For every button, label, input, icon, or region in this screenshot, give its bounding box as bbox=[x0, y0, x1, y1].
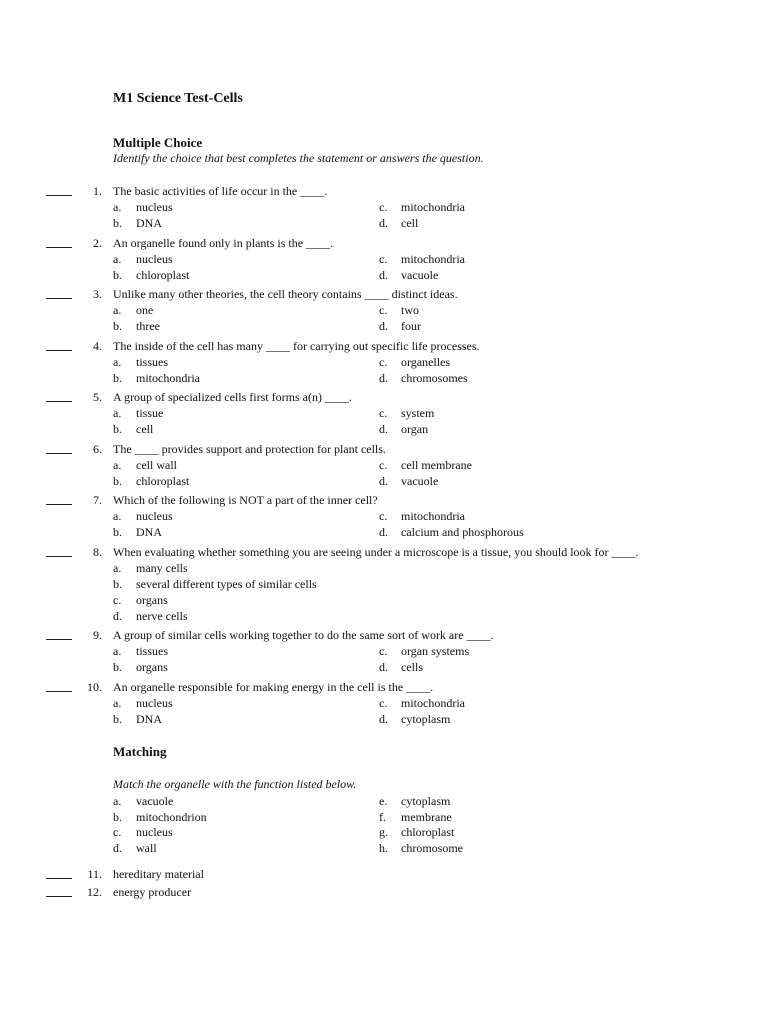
mc-instructions: Identify the choice that best completes the statement or answers the question. bbox=[113, 151, 484, 165]
option-letter: d. bbox=[379, 267, 388, 282]
option-letter: a. bbox=[113, 695, 122, 710]
option-text[interactable]: tissues bbox=[136, 354, 169, 369]
question-text: An organelle found only in plants is the ____. bbox=[113, 235, 334, 250]
option-letter: h. bbox=[379, 841, 388, 856]
option-text[interactable]: chromosomes bbox=[401, 370, 468, 385]
question-row bbox=[0, 183, 768, 199]
option-letter: b. bbox=[113, 809, 122, 824]
question-row bbox=[0, 492, 768, 508]
option-text[interactable]: DNA bbox=[136, 711, 162, 726]
question-row bbox=[0, 441, 768, 457]
option-letter: a. bbox=[113, 457, 122, 472]
option-row bbox=[0, 318, 768, 334]
option-text: nucleus bbox=[136, 825, 173, 840]
question-number: 6. bbox=[93, 441, 102, 456]
option-letter: b. bbox=[113, 422, 122, 436]
question-text: Which of the following is NOT a part of the inner cell? bbox=[113, 493, 378, 507]
mc-heading: Multiple Choice bbox=[113, 135, 203, 150]
item-text: hereditary material bbox=[113, 867, 204, 881]
option-letter: c. bbox=[113, 592, 122, 607]
matching-option-row bbox=[0, 840, 768, 856]
option-text: membrane bbox=[401, 809, 452, 824]
option-text: wall bbox=[136, 841, 157, 856]
answer-blank[interactable] bbox=[46, 544, 72, 557]
question-text: The inside of the cell has many ____ for carrying out specific life processes. bbox=[113, 338, 480, 353]
option-text[interactable]: three bbox=[136, 319, 160, 333]
answer-blank[interactable] bbox=[46, 679, 72, 692]
option-text[interactable]: nucleus bbox=[136, 509, 173, 523]
question-number: 7. bbox=[93, 493, 102, 507]
option-letter: b. bbox=[113, 216, 122, 230]
option-letter: c. bbox=[379, 457, 388, 472]
option-letter: c. bbox=[113, 825, 122, 840]
option-letter: a. bbox=[113, 354, 122, 369]
option-row bbox=[0, 421, 768, 437]
question-number: 9. bbox=[93, 628, 102, 642]
option-row bbox=[0, 267, 768, 283]
option-letter: a. bbox=[113, 303, 122, 317]
option-letter: g. bbox=[379, 825, 388, 840]
option-row bbox=[0, 473, 768, 489]
option-letter: d. bbox=[379, 525, 388, 539]
option-text[interactable]: one bbox=[136, 303, 154, 317]
question-row bbox=[0, 679, 768, 695]
question-row bbox=[0, 338, 768, 354]
option-row bbox=[0, 354, 768, 370]
question-row bbox=[0, 389, 768, 405]
option-letter: c. bbox=[379, 695, 388, 710]
option-text[interactable]: nucleus bbox=[136, 200, 173, 214]
option-text[interactable]: cell wall bbox=[136, 457, 177, 472]
option-text[interactable]: chloroplast bbox=[136, 473, 190, 488]
option-text: mitochondrion bbox=[136, 809, 207, 824]
option-text[interactable]: nucleus bbox=[136, 251, 173, 266]
matching-item-row bbox=[0, 866, 768, 882]
option-text[interactable]: several different types of similar cells bbox=[136, 576, 317, 591]
option-text[interactable]: many cells bbox=[136, 560, 188, 575]
option-text[interactable]: mitochondria bbox=[136, 370, 200, 385]
answer-blank[interactable] bbox=[46, 866, 72, 879]
answer-blank[interactable] bbox=[46, 235, 72, 248]
question-number: 10. bbox=[87, 679, 102, 694]
option-letter: d. bbox=[379, 319, 388, 333]
option-letter: c. bbox=[379, 509, 388, 523]
option-letter: d. bbox=[379, 370, 388, 385]
option-letter: a. bbox=[113, 509, 122, 523]
option-letter: a. bbox=[113, 794, 122, 808]
answer-blank[interactable] bbox=[46, 389, 72, 402]
matching-item-row bbox=[0, 884, 768, 900]
answer-blank[interactable] bbox=[46, 441, 72, 454]
option-row bbox=[0, 251, 768, 267]
option-letter: b. bbox=[113, 576, 122, 591]
option-row bbox=[0, 199, 768, 215]
option-text[interactable]: DNA bbox=[136, 525, 162, 539]
option-text[interactable]: nerve cells bbox=[136, 608, 188, 623]
matching-option-row bbox=[0, 824, 768, 840]
option-letter: b. bbox=[113, 525, 122, 539]
question-row bbox=[0, 627, 768, 643]
question-row bbox=[0, 544, 768, 560]
page-title: M1 Science Test-Cells bbox=[113, 91, 243, 106]
item-number: 12. bbox=[87, 885, 102, 899]
question-text: A group of similar cells working together to do the same sort of work are ____. bbox=[113, 628, 494, 642]
answer-blank[interactable] bbox=[46, 183, 72, 196]
option-letter: b. bbox=[113, 473, 122, 488]
option-letter: a. bbox=[113, 406, 122, 420]
question-text: Unlike many other theories, the cell theory contains ____ distinct ideas. bbox=[113, 287, 458, 301]
matching-option-row bbox=[0, 809, 768, 825]
question-text: An organelle responsible for making energy in the cell is the ____. bbox=[113, 679, 434, 694]
answer-blank[interactable] bbox=[46, 627, 72, 640]
option-text[interactable]: vacuole bbox=[401, 267, 439, 282]
option-text: vacuole bbox=[136, 794, 174, 808]
question-number: 3. bbox=[93, 287, 102, 301]
item-number: 11. bbox=[87, 867, 102, 881]
option-text[interactable]: organ systems bbox=[401, 644, 470, 658]
question-number: 2. bbox=[93, 235, 102, 250]
option-letter: c. bbox=[379, 644, 388, 658]
answer-blank[interactable] bbox=[46, 338, 72, 351]
option-letter: b. bbox=[113, 319, 122, 333]
option-row bbox=[0, 302, 768, 318]
option-letter: a. bbox=[113, 251, 122, 266]
option-letter: c. bbox=[379, 251, 388, 266]
question-number: 5. bbox=[93, 390, 102, 404]
question-text: A group of specialized cells first forms a(n) ____. bbox=[113, 390, 352, 404]
option-letter: d. bbox=[113, 841, 122, 856]
option-row bbox=[0, 711, 768, 727]
option-text[interactable]: organ bbox=[401, 422, 429, 436]
option-text[interactable]: cytoplasm bbox=[401, 711, 451, 726]
question-text: When evaluating whether something you are seeing under a microscope is a tissue, you should look for ____. bbox=[113, 544, 639, 559]
option-letter: b. bbox=[113, 660, 122, 674]
option-row bbox=[0, 608, 768, 624]
question-row bbox=[0, 286, 768, 302]
option-text[interactable]: chloroplast bbox=[136, 267, 190, 282]
option-letter: d. bbox=[379, 422, 388, 436]
option-row bbox=[0, 215, 768, 231]
question-number: 4. bbox=[93, 338, 102, 353]
option-letter: a. bbox=[113, 200, 122, 214]
option-text: cytoplasm bbox=[401, 794, 451, 808]
option-letter: f. bbox=[379, 809, 386, 824]
answer-blank[interactable] bbox=[46, 492, 72, 505]
question-row bbox=[0, 235, 768, 251]
option-letter: c. bbox=[379, 200, 388, 214]
option-row bbox=[0, 659, 768, 675]
option-letter: c. bbox=[379, 354, 388, 369]
option-text[interactable]: mitochondria bbox=[401, 200, 465, 214]
option-row bbox=[0, 405, 768, 421]
option-text[interactable]: cell membrane bbox=[401, 457, 472, 472]
option-text[interactable]: nucleus bbox=[136, 695, 173, 710]
option-letter: b. bbox=[113, 711, 122, 726]
option-row bbox=[0, 508, 768, 524]
matching-heading: Matching bbox=[113, 744, 167, 759]
option-text[interactable]: organs bbox=[136, 592, 168, 607]
option-text[interactable]: organs bbox=[136, 660, 168, 674]
option-text[interactable]: calcium and phosphorous bbox=[401, 525, 524, 539]
option-letter: a. bbox=[113, 560, 122, 575]
item-text: energy producer bbox=[113, 885, 192, 899]
option-letter: d. bbox=[379, 660, 388, 674]
option-letter: b. bbox=[113, 370, 122, 385]
option-text[interactable]: mitochondria bbox=[401, 509, 465, 523]
option-letter: d. bbox=[379, 473, 388, 488]
option-text[interactable]: cell bbox=[401, 216, 419, 230]
option-text[interactable]: system bbox=[401, 406, 435, 420]
option-letter: d. bbox=[379, 711, 388, 726]
option-row bbox=[0, 560, 768, 576]
question-number: 1. bbox=[93, 184, 102, 198]
option-letter: c. bbox=[379, 406, 388, 420]
option-row bbox=[0, 576, 768, 592]
question-number: 8. bbox=[93, 544, 102, 559]
option-text[interactable]: cells bbox=[401, 660, 423, 674]
option-text[interactable]: tissues bbox=[136, 644, 169, 658]
option-row bbox=[0, 592, 768, 608]
matching-instructions: Match the organelle with the function listed below. bbox=[113, 777, 357, 791]
option-text: chloroplast bbox=[401, 825, 455, 840]
option-row bbox=[0, 695, 768, 711]
question-text: The ____ provides support and protection for plant cells. bbox=[113, 441, 386, 456]
option-row bbox=[0, 524, 768, 540]
option-row bbox=[0, 643, 768, 659]
option-text[interactable]: cell bbox=[136, 422, 154, 436]
option-letter: d. bbox=[113, 608, 122, 623]
option-letter: b. bbox=[113, 267, 122, 282]
option-text[interactable]: mitochondria bbox=[401, 251, 465, 266]
option-letter: d. bbox=[379, 216, 388, 230]
option-letter: e. bbox=[379, 794, 388, 808]
option-text[interactable]: vacuole bbox=[401, 473, 439, 488]
option-text[interactable]: mitochondria bbox=[401, 695, 465, 710]
option-text[interactable]: two bbox=[401, 303, 419, 317]
answer-blank[interactable] bbox=[46, 286, 72, 299]
option-row bbox=[0, 370, 768, 386]
option-text[interactable]: four bbox=[401, 319, 421, 333]
matching-option-row bbox=[0, 793, 768, 809]
option-letter: c. bbox=[379, 303, 388, 317]
option-text: chromosome bbox=[401, 841, 463, 856]
option-text[interactable]: DNA bbox=[136, 216, 162, 230]
option-letter: a. bbox=[113, 644, 122, 658]
answer-blank[interactable] bbox=[46, 884, 72, 897]
option-row bbox=[0, 457, 768, 473]
option-text[interactable]: tissue bbox=[136, 406, 164, 420]
option-text[interactable]: organelles bbox=[401, 354, 451, 369]
question-text: The basic activities of life occur in the ____. bbox=[113, 184, 328, 198]
